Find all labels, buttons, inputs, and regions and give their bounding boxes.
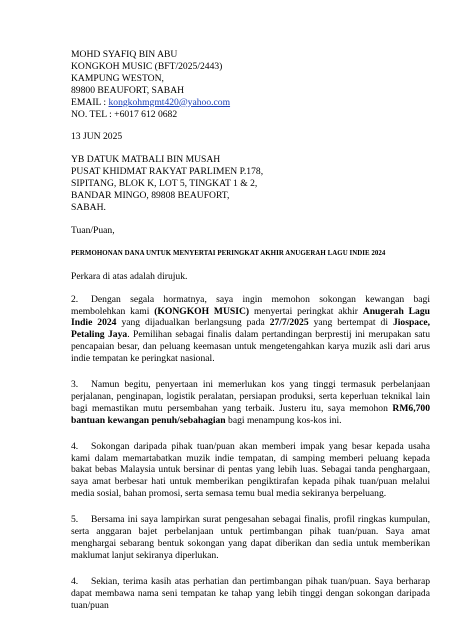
paragraph-number: 5.	[71, 514, 79, 526]
paragraph-text: Sekian, terima kasih atas perhatian dan pertimbangan pihak tuan/puan. Saya berharap dapat membawa nama seni tempatan ke tahap yang lebih tinggi dengan sokongan daripada tuan/puan	[71, 575, 430, 611]
paragraph-number: 3.	[71, 379, 79, 391]
sender-tel: NO. TEL : +6017 612 0682	[71, 108, 178, 120]
recipient-line-3: SIPITANG, BLOK K, LOT 5, TINGKAT 1 & 2,	[71, 178, 258, 190]
recipient-line-5: SABAH.	[71, 201, 106, 213]
paragraph-number: 4.	[71, 575, 79, 587]
paragraph-text: yang bertempat di	[308, 317, 393, 329]
recipient-block	[71, 154, 430, 214]
sender-org: KONGKOH MUSIC (BFT/2025/2443)	[71, 60, 223, 72]
requested-amount: RM6,700 bantuan kewangan penuh/sebahagian	[71, 402, 430, 426]
sender-address-1: KAMPUNG WESTON,	[71, 72, 164, 84]
email-label: EMAIL :	[71, 96, 109, 108]
band-name: (KONGKOH MUSIC)	[154, 305, 250, 317]
paragraph-2	[71, 294, 430, 365]
event-venue: Jiospace, Petaling Jaya	[71, 317, 430, 341]
event-name: Anugerah Lagu Indie 2024	[71, 305, 430, 329]
paragraph-text: yang dijadualkan berlangsung pada	[116, 317, 270, 329]
paragraph-text: Bersama ini saya lampirkan surat pengesahan sebagai finalis, profil ringkas kumpulan, serta anggaran bajet perbelanjaan untuk pertimbangan pihak tuan/puan. Saya amat menghargai sebarang bentuk sokongan yang dapat diberikan dan sedia untuk memberikan maklumat lanjut sekiranya diperlukan.	[71, 514, 430, 561]
paragraph-text: menyertai peringkat akhir	[249, 305, 363, 317]
letter-subject: PERMOHONAN DANA UNTUK MENYERTAI PERINGKAT AKHIR ANUGERAH LAGU INDIE 2024	[71, 249, 386, 257]
event-date: 27/7/2025	[269, 317, 309, 329]
paragraph-text: Sokongan daripada pihak tuan/puan akan memberi impak yang besar kepada usaha kami dalam memartabatkan muzik indie tempatan, di samping memberi peluang kepada bakat bebas Malaysia untuk bersinar di pentas yang lebih luas. Sebagai tanda penghargaan, saya amat berbesar hati untuk memberikan pengiktirafan kepada pihak tuan/puan melalui media sosial, bahan promosi, serta semasa temu bual media sekiranya berpeluang.	[71, 440, 430, 500]
sender-block	[71, 49, 430, 120]
paragraph-text: Dengan segala hormatnya, saya ingin memohon sokongan kewangan bagi membolehkan kami	[71, 293, 430, 317]
sender-name: MOHD SYAFIQ BIN ABU	[71, 49, 178, 60]
salutation: Tuan/Puan,	[71, 224, 115, 236]
paragraph-number: 2.	[71, 293, 79, 305]
letter-date: 13 JUN 2025	[71, 131, 123, 143]
paragraph-text: Namun begitu, penyertaan ini memerlukan kos yang tinggi termasuk perbelanjaan perjalanan, penginapan, logistik peralatan, persiapan produksi, serta keperluan teknikal lain bagi memastikan mutu persembahan yang terbaik. Justeru itu, saya memohon	[71, 379, 430, 414]
paragraph-5	[71, 514, 430, 562]
paragraph-6	[71, 576, 430, 612]
intro-line: Perkara di atas adalah dirujuk.	[71, 270, 188, 282]
sender-address-2: 89800 BEAUFORT, SABAH	[71, 84, 185, 96]
recipient-line-2: PUSAT KHIDMAT RAKYAT PARLIMEN P.178,	[71, 166, 264, 178]
recipient-line-1: YB DATUK MATBALI BIN MUSAH	[71, 154, 221, 166]
paragraph-4	[71, 441, 430, 501]
paragraph-3	[71, 379, 430, 427]
paragraph-text: bagi menampung kos-kos ini.	[225, 414, 342, 426]
email-link[interactable]: kongkohmgmt420@yahoo.com	[108, 96, 231, 108]
recipient-line-4: BANDAR MINGO, 89808 BEAUFORT,	[71, 190, 230, 202]
sender-email-line	[71, 97, 430, 109]
paragraph-text: . Pemilihan sebagai finalis dalam pertandingan berprestij ini merupakan satu pencapaian besar, dan peluang keemasan untuk mengetengahkan karya muzik asli dari arus indie tempatan ke peringkat nasional.	[71, 329, 430, 365]
paragraph-number: 4.	[71, 440, 79, 452]
